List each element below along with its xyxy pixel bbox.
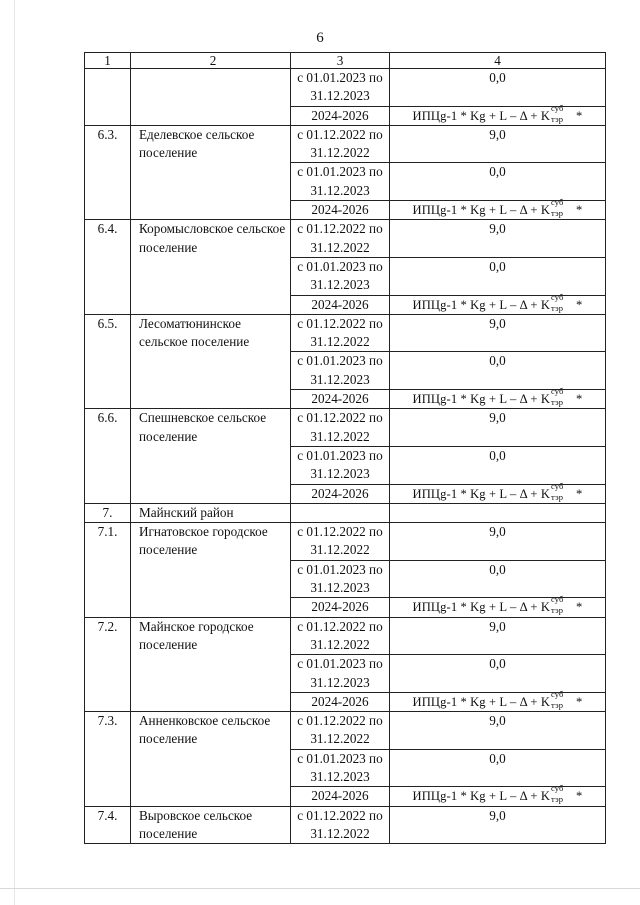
formula-text: ИПЦg-1 * Kg + L – Δ + K <box>412 600 551 615</box>
formula-cell <box>390 480 606 503</box>
formula-tail: * <box>576 108 583 123</box>
settlement-name: Лесоматюнинское сельское поселение <box>131 314 291 408</box>
table-row <box>85 523 606 561</box>
formula-sub: тэр <box>551 699 564 710</box>
period-cell: 2024-2026 <box>291 598 390 617</box>
value-cell: 9,0 <box>390 220 606 258</box>
settlement-name <box>131 69 291 126</box>
formula-text: ИПЦg-1 * Kg + L – Δ + K <box>412 486 551 501</box>
value-cell: 0,0 <box>390 352 606 390</box>
formula-index <box>550 386 576 408</box>
value-cell: 9,0 <box>390 523 606 561</box>
table-row <box>85 806 606 844</box>
value-cell: 9,0 <box>390 314 606 352</box>
value-cell: 9,0 <box>390 125 606 163</box>
formula-text: ИПЦg-1 * Kg + L – Δ + K <box>412 789 551 804</box>
period-cell: 2024-2026 <box>291 106 390 125</box>
formula-tail: * <box>576 600 583 615</box>
row-number: 6.5. <box>85 314 131 408</box>
header-col-3: 3 <box>291 53 390 69</box>
formula-index <box>550 480 576 502</box>
table-row <box>85 712 606 750</box>
header-col-1: 1 <box>85 53 131 69</box>
formula-cell <box>390 291 606 314</box>
scan-edge-bottom <box>0 888 640 889</box>
tariff-table <box>84 52 606 844</box>
settlement-name: Еделевское сельское поселение <box>131 125 291 219</box>
period-cell: 2024-2026 <box>291 390 390 409</box>
formula-sub: тэр <box>551 794 564 805</box>
period-cell: 2024-2026 <box>291 787 390 806</box>
table-row <box>85 69 606 107</box>
period-cell: с 01.12.2022 по 31.12.2022 <box>291 806 390 844</box>
formula-sup: суб <box>551 594 564 605</box>
period-cell: с 01.01.2023 по 31.12.2023 <box>291 163 390 201</box>
settlement-name: Выровское сельское поселение <box>131 806 291 844</box>
formula-text: ИПЦg-1 * Kg + L – Δ + K <box>412 694 551 709</box>
period-cell: с 01.12.2022 по 31.12.2022 <box>291 712 390 750</box>
period-cell: с 01.01.2023 по 31.12.2023 <box>291 69 390 107</box>
formula-cell <box>390 594 606 617</box>
formula-tail: * <box>576 789 583 804</box>
period-cell: 2024-2026 <box>291 692 390 711</box>
period-cell: с 01.01.2023 по 31.12.2023 <box>291 446 390 484</box>
row-number: 6.4. <box>85 220 131 314</box>
settlement-name: Игнатовское городское поселение <box>131 523 291 617</box>
settlement-name: Майнское городское поселение <box>131 617 291 711</box>
period-cell: с 01.01.2023 по 31.12.2023 <box>291 352 390 390</box>
formula-index <box>550 291 576 313</box>
period-cell: с 01.01.2023 по 31.12.2023 <box>291 257 390 295</box>
empty-cell <box>291 503 390 522</box>
value-cell: 0,0 <box>390 560 606 598</box>
formula-text: ИПЦg-1 * Kg + L – Δ + K <box>412 297 551 312</box>
formula-text: ИПЦg-1 * Kg + L – Δ + K <box>412 108 551 123</box>
formula-tail: * <box>576 203 583 218</box>
section-name: Майнский район <box>131 503 291 522</box>
formula-index <box>550 594 576 616</box>
row-number: 7.1. <box>85 523 131 617</box>
formula-tail: * <box>576 297 583 312</box>
formula-sub: тэр <box>551 397 564 408</box>
period-cell: с 01.12.2022 по 31.12.2022 <box>291 523 390 561</box>
formula-sup: суб <box>551 197 564 208</box>
period-cell: с 01.01.2023 по 31.12.2023 <box>291 560 390 598</box>
formula-index <box>550 783 576 805</box>
value-cell: 0,0 <box>390 69 606 107</box>
period-cell: с 01.01.2023 по 31.12.2023 <box>291 749 390 787</box>
value-cell: 9,0 <box>390 617 606 655</box>
table-row <box>85 220 606 258</box>
formula-sup: суб <box>551 688 564 699</box>
row-number: 6.3. <box>85 125 131 219</box>
formula-sup: суб <box>551 783 564 794</box>
formula-text: ИПЦg-1 * Kg + L – Δ + K <box>412 203 551 218</box>
table-row <box>85 314 606 352</box>
period-cell: с 01.12.2022 по 31.12.2022 <box>291 125 390 163</box>
formula-sub: тэр <box>551 491 564 502</box>
value-cell: 0,0 <box>390 446 606 484</box>
formula-tail: * <box>576 486 583 501</box>
page-number: 6 <box>316 30 324 46</box>
value-cell: 0,0 <box>390 163 606 201</box>
value-cell: 9,0 <box>390 712 606 750</box>
formula-sub: тэр <box>551 302 564 313</box>
formula-index <box>550 688 576 710</box>
formula-tail: * <box>576 392 583 407</box>
table-row <box>85 617 606 655</box>
formula-cell <box>390 197 606 220</box>
formula-cell <box>390 386 606 409</box>
formula-text: ИПЦg-1 * Kg + L – Δ + K <box>412 392 551 407</box>
table-row <box>85 409 606 447</box>
value-cell: 0,0 <box>390 257 606 295</box>
header-col-2: 2 <box>131 53 291 69</box>
table-row <box>85 125 606 163</box>
header-col-4: 4 <box>390 53 606 69</box>
section-number: 7. <box>85 503 131 522</box>
period-cell: 2024-2026 <box>291 484 390 503</box>
formula-cell <box>390 688 606 711</box>
value-cell: 0,0 <box>390 655 606 693</box>
formula-index <box>550 197 576 219</box>
formula-sup: суб <box>551 291 564 302</box>
formula-sub: тэр <box>551 605 564 616</box>
table-header-row <box>85 53 606 69</box>
formula-sup: суб <box>551 386 564 397</box>
row-number: 7.2. <box>85 617 131 711</box>
formula-sub: тэр <box>551 113 564 124</box>
period-cell: 2024-2026 <box>291 201 390 220</box>
section-row <box>85 503 606 522</box>
value-cell: 0,0 <box>390 749 606 787</box>
row-number: 6.6. <box>85 409 131 503</box>
period-cell: 2024-2026 <box>291 295 390 314</box>
row-number: 7.3. <box>85 712 131 806</box>
formula-cell <box>390 102 606 125</box>
scan-edge-left <box>14 0 15 905</box>
period-cell: с 01.12.2022 по 31.12.2022 <box>291 220 390 258</box>
settlement-name: Коромысловское сельское поселение <box>131 220 291 314</box>
row-number <box>85 69 131 126</box>
formula-cell <box>390 783 606 806</box>
period-cell: с 01.12.2022 по 31.12.2022 <box>291 409 390 447</box>
formula-sub: тэр <box>551 208 564 219</box>
settlement-name: Анненковское сельское поселение <box>131 712 291 806</box>
row-number: 7.4. <box>85 806 131 844</box>
settlement-name: Спешневское сельское поселение <box>131 409 291 503</box>
period-cell: с 01.12.2022 по 31.12.2022 <box>291 314 390 352</box>
period-cell: с 01.01.2023 по 31.12.2023 <box>291 655 390 693</box>
period-cell: с 01.12.2022 по 31.12.2022 <box>291 617 390 655</box>
formula-sup: суб <box>551 102 564 113</box>
value-cell: 9,0 <box>390 806 606 844</box>
empty-cell <box>390 503 606 522</box>
formula-index <box>550 102 576 124</box>
formula-tail: * <box>576 694 583 709</box>
value-cell: 9,0 <box>390 409 606 447</box>
formula-sup: суб <box>551 480 564 491</box>
